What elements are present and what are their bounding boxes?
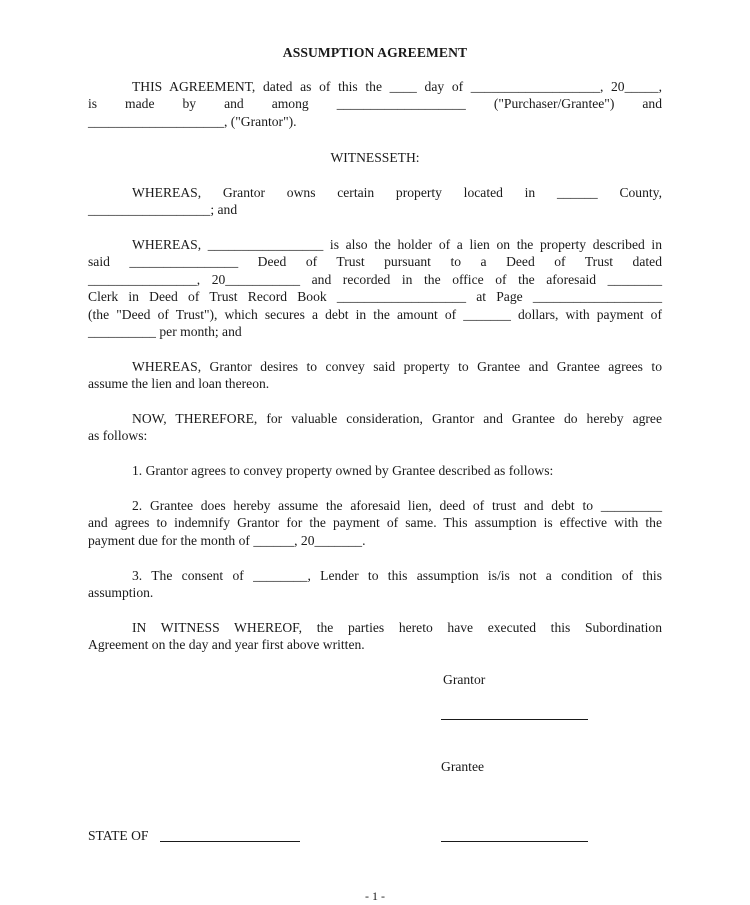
whereas2-line-4: Clerk in Deed of Trust Record Book ___________________ at Page ___________________ bbox=[88, 289, 662, 305]
whereas2-line-1: WHEREAS, _________________ is also the holder of a lien on the property described in bbox=[132, 237, 662, 252]
witness-paragraph bbox=[88, 619, 662, 654]
whereas3-line-1: WHEREAS, Grantor desires to convey said property to Grantee and Grantee agrees to bbox=[132, 359, 662, 374]
item2-line-3: payment due for the month of ______, 20_______. bbox=[88, 532, 366, 548]
whereas2-line-3: ________________, 20___________ and recorded in the office of the aforesaid ________ bbox=[88, 271, 662, 287]
state-of-line bbox=[160, 841, 300, 842]
item3-line-1: 3. The consent of ________, Lender to this assumption is/is not a condition of this bbox=[132, 568, 662, 583]
item-1: 1. Grantor agrees to convey property owned by Grantee described as follows: bbox=[132, 463, 554, 478]
intro-paragraph bbox=[88, 78, 662, 130]
whereas1-line-2: __________________; and bbox=[88, 202, 238, 218]
grantee-signature-line bbox=[441, 841, 588, 842]
whereas-paragraph-3 bbox=[88, 358, 662, 393]
item3-line-2: assumption. bbox=[88, 585, 154, 601]
grantee-label: Grantee bbox=[441, 759, 485, 774]
whereas2-line-6: __________ per month; and bbox=[88, 324, 242, 340]
whereas-paragraph-2 bbox=[88, 236, 662, 340]
item2-line-2: and agrees to indemnify Grantor for the payment of same. This assumption is effective with the bbox=[88, 515, 662, 531]
witness-line-1: IN WITNESS WHEREOF, the parties hereto have executed this Subordination bbox=[132, 620, 662, 635]
whereas2-line-2: said ________________ Deed of Trust pursuant to a Deed of Trust dated bbox=[88, 254, 662, 270]
whereas1-line-1: WHEREAS, Grantor owns certain property located in ______ County, bbox=[132, 185, 662, 200]
intro-line-2: is made by and among ___________________ ("Purchaser/Grantee") and bbox=[88, 96, 662, 112]
grantor-signature-line bbox=[441, 719, 588, 720]
now-therefore-paragraph bbox=[88, 410, 662, 445]
now-therefore-line-2: as follows: bbox=[88, 428, 148, 444]
whereas-paragraph-1 bbox=[88, 184, 662, 219]
item2-line-1: 2. Grantee does hereby assume the aforesaid lien, deed of trust and debt to _________ bbox=[132, 498, 662, 513]
intro-line-3: ____________________, ("Grantor"). bbox=[88, 113, 297, 129]
document-title: ASSUMPTION AGREEMENT bbox=[282, 45, 468, 60]
item-3 bbox=[88, 567, 662, 602]
witness-line-2: Agreement on the day and year first above written. bbox=[88, 637, 365, 653]
item-2 bbox=[88, 497, 662, 549]
intro-line-1: THIS AGREEMENT, dated as of this the ____ day of ___________________, 20_____, bbox=[132, 79, 662, 94]
witnesseth-heading: WITNESSETH: bbox=[330, 150, 420, 165]
now-therefore-line-1: NOW, THEREFORE, for valuable consideration, Grantor and Grantee do hereby agree bbox=[132, 411, 662, 426]
whereas2-line-5: (the "Deed of Trust"), which secures a debt in the amount of _______ dollars, with payment of bbox=[88, 306, 662, 322]
whereas3-line-2: assume the lien and loan thereon. bbox=[88, 376, 270, 392]
grantor-label: Grantor bbox=[443, 672, 486, 687]
page-number: - 1 - bbox=[365, 889, 385, 903]
state-of-label: STATE OF bbox=[88, 828, 149, 843]
